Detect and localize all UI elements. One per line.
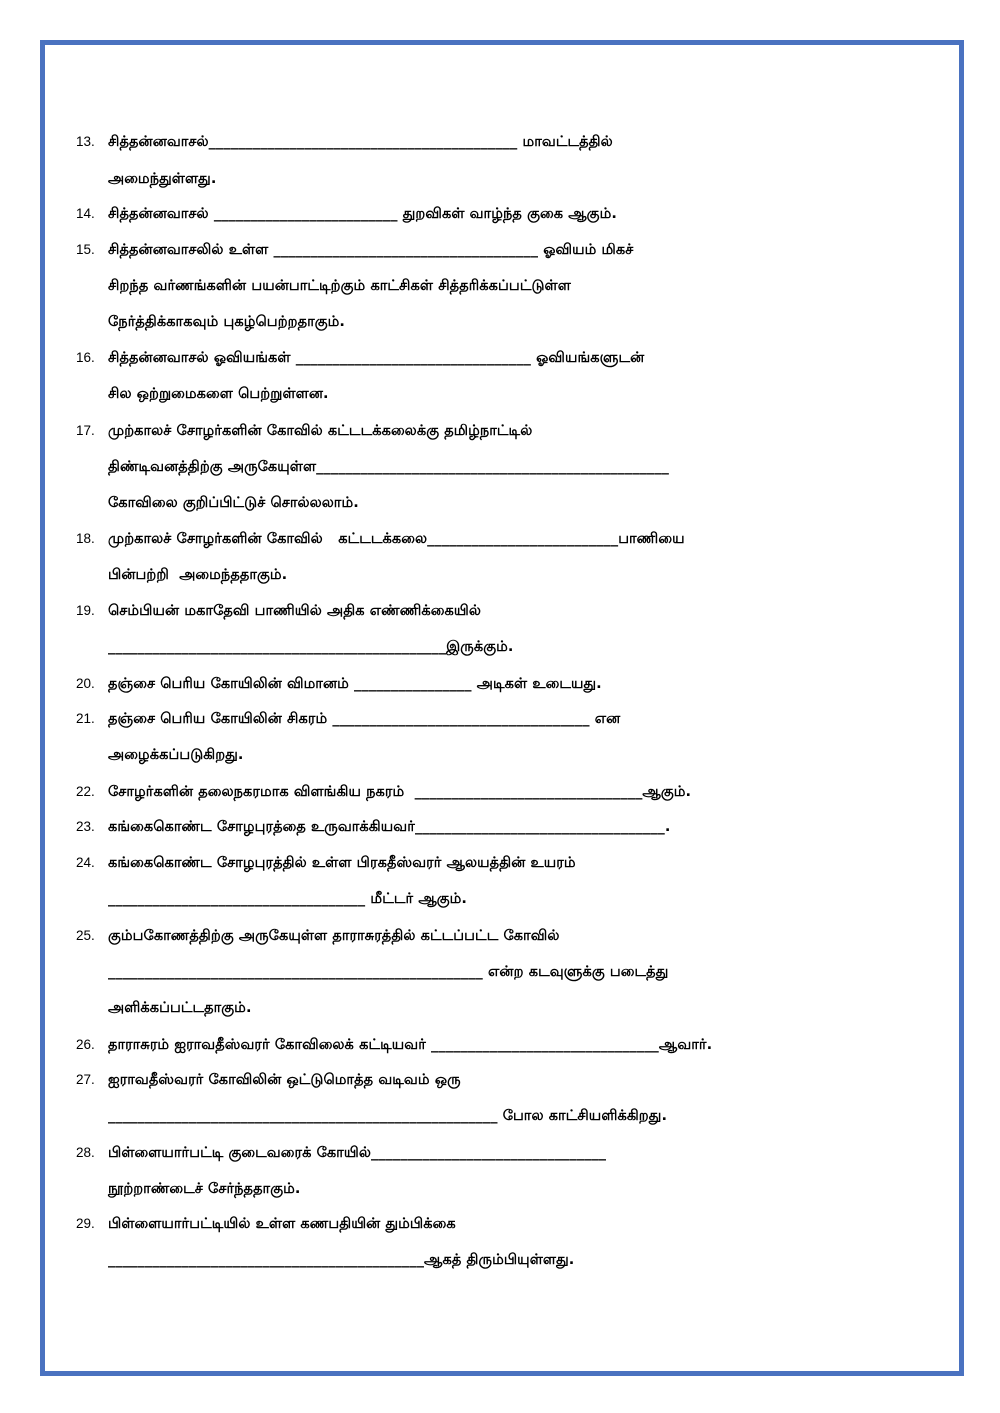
question-line: ___________________________________________ஆகத் திரும்பியுள்ளது. [108,1252,575,1268]
question-number: 28. [76,1145,95,1160]
question-number: 22. [76,784,95,799]
question-line: முற்காலச் சோழர்களின் கோவில் கட்டடக்கலை__________________________பாணியை [108,531,685,547]
question-number: 26. [76,1037,95,1052]
question-line: முற்காலச் சோழர்களின் கோவில் கட்டடக்கலைக்கு தமிழ்நாட்டில் [108,423,533,439]
question-number: 18. [76,531,95,546]
question-line: பின்பற்றி அமைந்ததாகும். [108,567,288,583]
question-number: 20. [76,676,95,691]
question-line: சித்தன்னவாசல் ஓவியங்கள் ________________________________ ஓவியங்களுடன் [108,350,645,366]
question-number: 24. [76,855,95,870]
question-line: சித்தன்னவாசல்__________________________________________ மாவட்டத்தில் [108,134,613,150]
question-line: ___________________________________ மீட்டர் ஆகும். [108,891,468,907]
question-line: பிள்ளையார்பட்டியில் உள்ள கணபதியின் தும்பிக்கை [108,1216,456,1232]
question-number: 25. [76,928,95,943]
question-line: கும்பகோணத்திற்கு அருகேயுள்ள தாராசுரத்தில் கட்டப்பட்ட கோவில் [108,928,560,944]
question-line: ஐராவதீஸ்வரர் கோவிலின் ஒட்டுமொத்த வடிவம் ஒரு [108,1072,461,1088]
question-number: 23. [76,819,95,834]
question-line: சில ஒற்றுமைகளை பெற்றுள்ளன. [108,386,329,402]
question-number: 17. [76,423,95,438]
question-number: 13. [76,134,95,149]
question-line: பிள்ளையார்பட்டி குடைவரைக் கோயில்________________________________ [108,1145,607,1161]
question-line: _____________________________________________________ போல காட்சியளிக்கிறது. [108,1108,668,1124]
question-line: ______________________________________________இருக்கும். [108,639,514,655]
question-number: 19. [76,603,95,618]
question-line: நூற்றாண்டைச் சேர்ந்ததாகும். [108,1181,301,1197]
question-line: சித்தன்னவாசல் _________________________ துறவிகள் வாழ்ந்த குகை ஆகும். [108,206,617,222]
question-line: ___________________________________________________ என்ற கடவுளுக்கு படைத்து [108,964,669,980]
question-line: சிறந்த வர்ணங்களின் பயன்பாட்டிற்கும் காட்சிகள் சித்தரிக்கப்பட்டுள்ள [108,278,571,294]
question-line: அமைந்துள்ளது. [108,171,217,187]
question-line: தஞ்சை பெரிய கோயிலின் விமானம் ________________ அடிகள் உடையது. [108,676,602,692]
question-line: கோவிலை குறிப்பிட்டுச் சொல்லலாம். [108,495,359,511]
question-line: திண்டிவனத்திற்கு அருகேயுள்ள________________________________________________ [108,459,669,475]
question-number: 29. [76,1216,95,1231]
question-line: நேர்த்திக்காகவும் புகழ்பெற்றதாகும். [108,314,346,330]
question-line: கங்கைகொண்ட சோழபுரத்தில் உள்ள பிரகதீஸ்வரர் ஆலயத்தின் உயரம் [108,855,576,871]
question-number: 27. [76,1072,95,1087]
question-number: 21. [76,711,95,726]
question-line: அளிக்கப்பட்டதாகும். [108,1000,252,1016]
question-line: கங்கைகொண்ட சோழபுரத்தை உருவாக்கியவர்__________________________________. [108,819,671,835]
question-line: சித்தன்னவாசலில் உள்ள ____________________________________ ஓவியம் மிகச் [108,242,634,258]
question-number: 15. [76,242,95,257]
question-line: தஞ்சை பெரிய கோயிலின் சிகரம் ___________________________________ என [108,711,621,727]
question-number: 16. [76,350,95,365]
question-line: செம்பியன் மகாதேவி பாணியில் அதிக எண்ணிக்கையில் [108,603,481,619]
question-line: சோழர்களின் தலைநகரமாக விளங்கிய நகரம் _______________________________ஆகும். [108,784,692,800]
question-number: 14. [76,206,95,221]
question-line: தாராசுரம் ஐராவதீஸ்வரர் கோவிலைக் கட்டியவர் _______________________________ஆவார். [108,1037,713,1053]
question-line: அழைக்கப்படுகிறது. [108,747,244,763]
